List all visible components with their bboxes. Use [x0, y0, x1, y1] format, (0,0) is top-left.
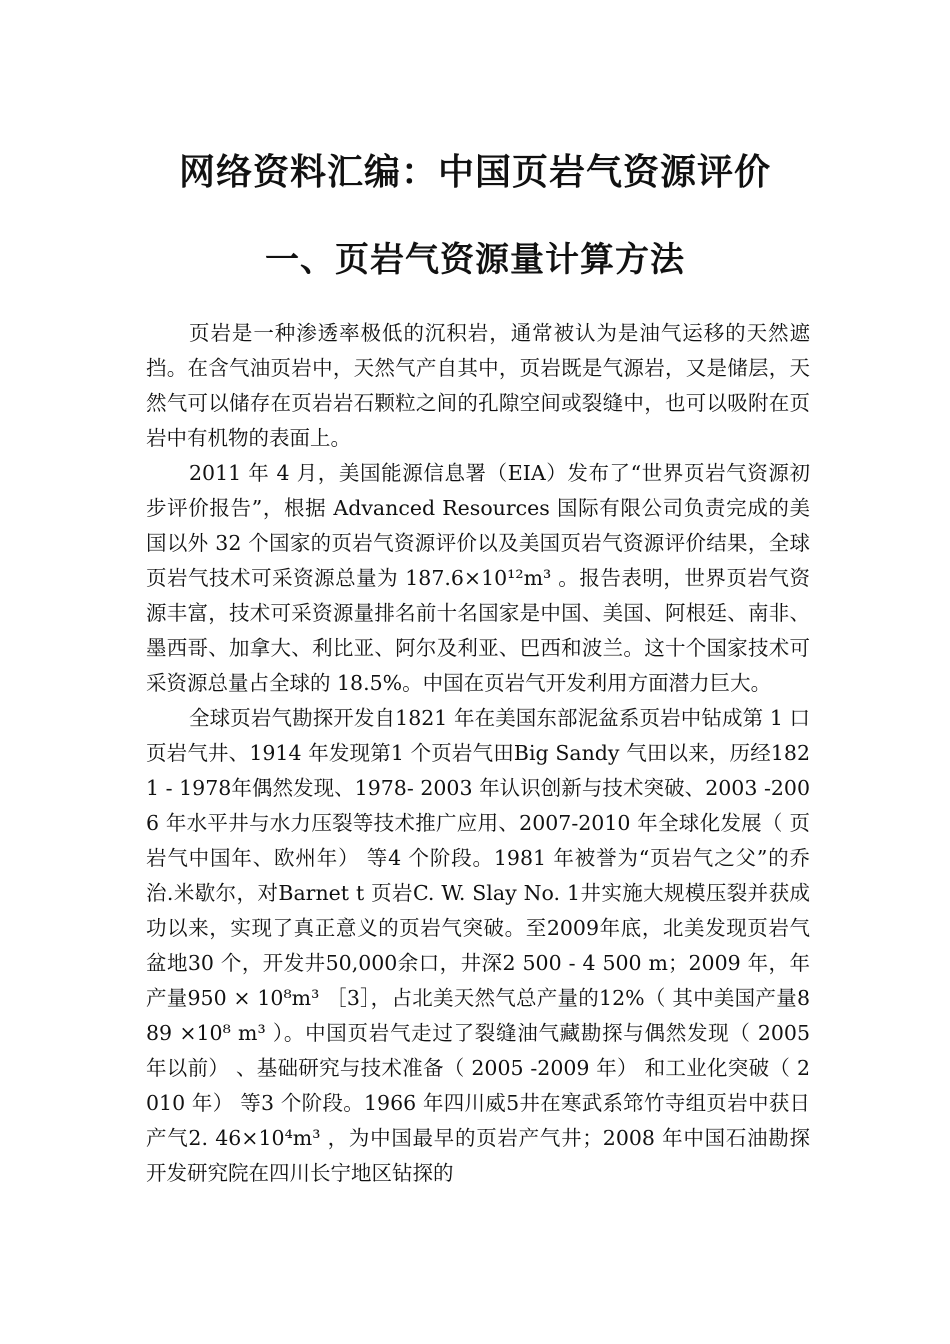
paragraph-intro: 页岩是一种渗透率极低的沉积岩，通常被认为是油气运移的天然遮挡。在含气油页岩中，天然气产自其中，页岩既是气源岩，又是储层，天然气可以储存在页岩岩石颗粒之间的孔隙空间或裂缝中，也可以吸附在页岩中有机物的表面上。: [146, 321, 810, 450]
document-body: [146, 316, 810, 1191]
document-title: 网络资料汇编：中国页岩气资源评价: [178, 151, 771, 193]
paragraph-history: 全球页岩气勘探开发自1821 年在美国东部泥盆系页岩中钻成第 1 口页岩气井、1914 年发现第1 个页岩气田Big Sandy 气田以来，历经1821 - 1978年偶然发现、1978- 2003 年认识创新与技术突破、2003 -2006 年水平井与水力压裂等技术推广应用、2007-2010 年全球化发展（ 页岩气中国年、欧州年） 等4 个阶段。1981 年被誉为“页岩气之父”的乔治.米歇尔，对Barnet t 页岩C. W. Slay No. 1井实施大规模压裂并获成功以来，实现了真正意义的页岩气突破。至2009年底，北美发现页岩气盆地30 个，开发井50,000余口，井深2 500 - 4 500 m；2009 年，年产量950 × 10⁸m³ ［3］，占北美天然气总产量的12%（ 其中美国产量889 ×10⁸ m³ ）。中国页岩气走过了裂缝油气藏勘探与偶然发现（ 2005 年以前） 、基础研究与技术准备（ 2005 -2009 年） 和工业化突破（ 2010 年） 等3 个阶段。1966 年四川威5井在寒武系筇竹寺组页岩中获日产气2. 46×10⁴m³ ，为中国最早的页岩产气井；2008 年中国石油勘探开发研究院在四川长宁地区钻探的: [146, 706, 810, 1185]
section-heading: 一、页岩气资源量计算方法: [265, 240, 685, 280]
paragraph-eia-report: 2011 年 4 月，美国能源信息署（EIA）发布了“世界页岩气资源初步评价报告”，根据 Advanced Resources 国际有限公司负责完成的美国以外 32 个国家的页岩气资源评价以及美国页岩气资源评价结果，全球页岩气技术可采资源总量为 187.6×10¹²m³ 。报告表明，世界页岩气资源丰富，技术可采资源量排名前十名国家是中国、美国、阿根廷、南非、墨西哥、加拿大、利比亚、阿尔及利亚、巴西和波兰。这十个国家技术可采资源总量占全球的 18.5%。中国在页岩气开发利用方面潜力巨大。: [146, 461, 810, 695]
